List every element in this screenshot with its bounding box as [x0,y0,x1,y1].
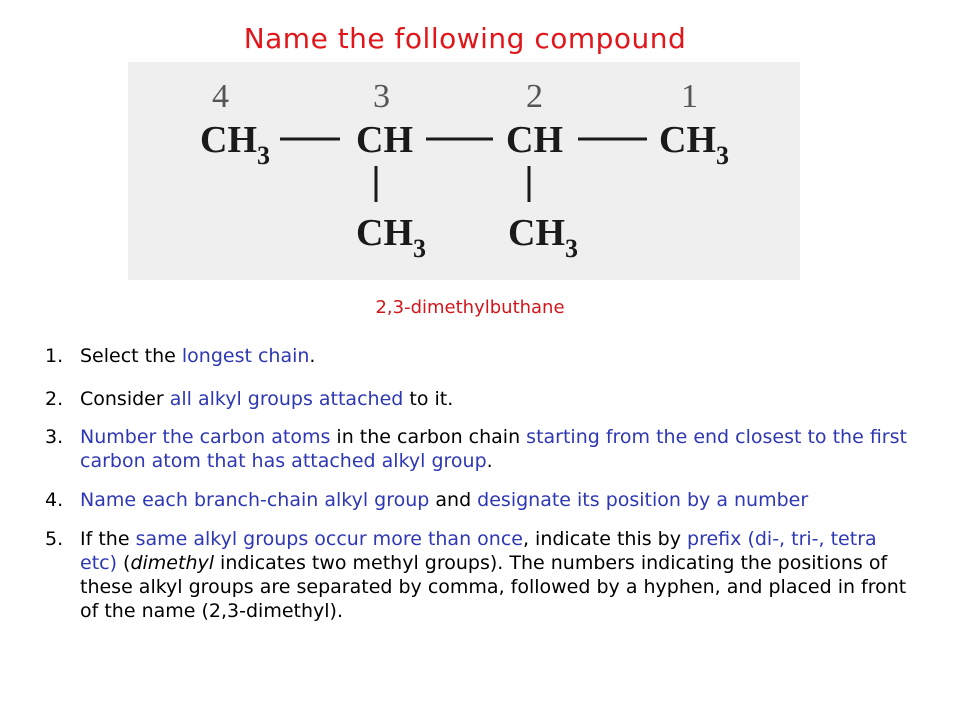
svg-text:3: 3 [413,234,426,263]
step-number: 4. [45,489,64,511]
carbon-number-3: 3 [373,78,390,115]
step-5 [0,527,910,623]
branch-methyl-c3 [356,212,426,263]
naming-steps-list [0,344,960,623]
step-number: 3. [45,426,64,448]
svg-text:3: 3 [565,234,578,263]
carbon-number-4: 4 [212,78,229,115]
carbon-number-1: 1 [681,78,698,115]
step-text: Number the carbon atoms in the carbon chain starting from the end closest to the first carbon atom that has attached alkyl group. [80,426,907,472]
branch-methyl-c2 [508,212,578,263]
carbon-3-group: CH [356,119,413,161]
svg-text:CH: CH [200,119,257,161]
step-number: 5. [45,528,64,550]
structural-formula-image [128,62,800,280]
step-2 [0,387,910,411]
step-text: Select the longest chain. [80,345,316,367]
svg-text:CH: CH [508,212,565,254]
slide-title: Name the following compound [243,22,687,55]
step-number: 2. [45,388,64,410]
step-3 [0,425,910,473]
svg-text:CH: CH [356,212,413,254]
step-text: Name each branch-chain alkyl group and designate its position by a number [80,489,809,511]
step-4 [0,488,910,512]
svg-text:CH: CH [659,119,716,161]
carbon-2-group: CH [506,119,563,161]
carbon-4-group [200,119,270,170]
carbon-number-2: 2 [526,78,543,115]
step-number: 1. [45,345,64,367]
step-text: If the same alkyl groups occur more than once, indicate this by prefix (di-, tri-, tetra etc) (dimethyl indicates two methyl groups). The numbers indicating the positions of these alkyl groups are separated by comma, followed by a hyphen, and placed in front of the name (2,3-dimethyl). [80,528,907,622]
svg-text:3: 3 [716,141,729,170]
step-1 [0,344,910,368]
step-text: Consider all alkyl groups attached to it. [80,388,454,410]
svg-text:3: 3 [257,141,270,170]
carbon-1-group [659,119,729,170]
compound-name-answer: 2,3-dimethylbuthane [375,297,565,318]
structural-formula [128,62,800,280]
